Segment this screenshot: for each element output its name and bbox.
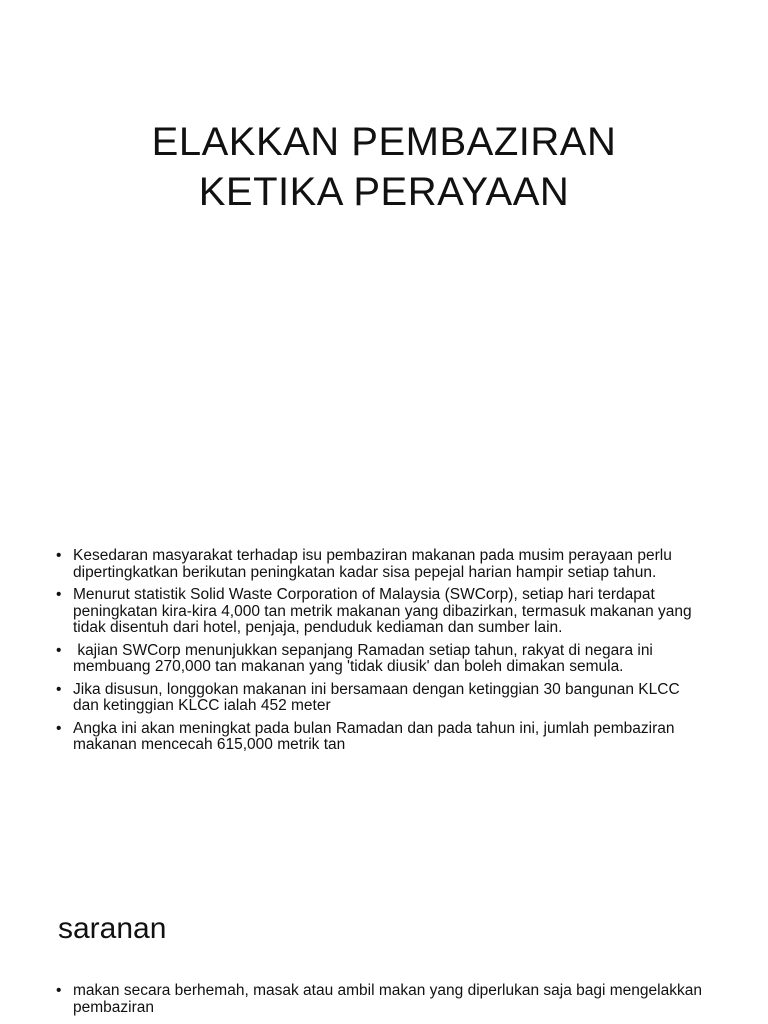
bullet-text: Angka ini akan meningkat pada bulan Ramadan dan pada tahun ini, jumlah pembaziran makanan mencecah 615,000 metrik tan bbox=[73, 719, 675, 753]
bullet-marker: • bbox=[56, 680, 62, 698]
bullet-marker: • bbox=[56, 547, 62, 564]
bullet-text: Menurut statistik Solid Waste Corporation of Malaysia (SWCorp), setiap hari terdapat peningkatan kira-kira 4,000 tan metrik makanan yang dibazirkan, termasuk makanan yang tidak disentuh dari hotel, penjaja, penduduk kediaman dan sumber lain. bbox=[73, 586, 692, 636]
bullet-marker: • bbox=[56, 586, 62, 603]
bullet-item bbox=[56, 983, 704, 1016]
bullet-item bbox=[56, 682, 704, 715]
bullet-item bbox=[56, 643, 704, 676]
suggestion-bullet-list bbox=[56, 983, 704, 1022]
slide-title bbox=[0, 117, 768, 217]
bullet-item bbox=[56, 548, 704, 581]
bullet-item bbox=[56, 587, 704, 637]
bullet-marker: • bbox=[56, 982, 62, 999]
slide-title-line-2: KETIKA PERAYAAN bbox=[198, 170, 570, 214]
main-bullet-list bbox=[56, 548, 704, 760]
bullet-text: Kesedaran masyarakat terhadap isu pembaziran makanan pada musim perayaan perlu dipertingkatkan berikutan peningkatan kadar sisa pepejal harian hampir setiap tahun. bbox=[73, 547, 672, 581]
bullet-text: Jika disusun, longgokan makanan ini bersamaan dengan ketinggian 30 bangunan KLCC dan ketinggian KLCC ialah 452 meter bbox=[73, 680, 680, 714]
slide-title-line-1: ELAKKAN PEMBAZIRAN bbox=[151, 120, 617, 164]
bullet-marker: • bbox=[56, 641, 62, 659]
bullet-text: kajian SWCorp menunjukkan sepanjang Ramadan setiap tahun, rakyat di negara ini membuang 270,000 tan makanan yang 'tidak diusik' dan boleh dimakan semula. bbox=[73, 641, 658, 675]
section-heading: saranan bbox=[58, 912, 167, 945]
bullet-marker: • bbox=[56, 719, 62, 737]
bullet-text: makan secara berhemah, masak atau ambil makan yang diperlukan saja bagi mengelakkan pembaziran bbox=[73, 982, 702, 1016]
bullet-item bbox=[56, 721, 704, 754]
